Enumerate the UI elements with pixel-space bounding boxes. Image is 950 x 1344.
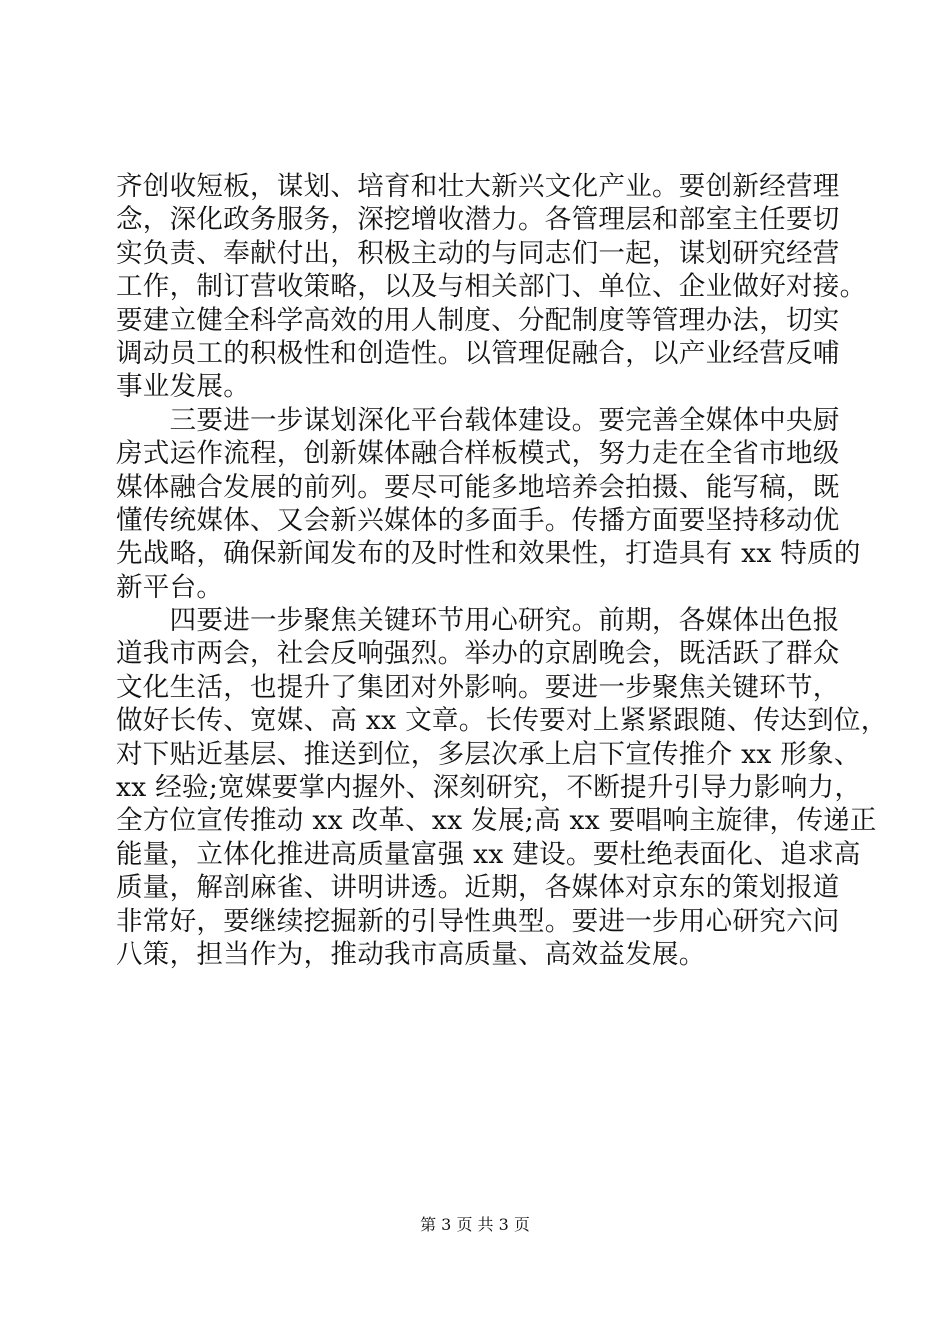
page-footer: 第 3 页 共 3 页 bbox=[420, 1215, 530, 1234]
text-line: 工作，制订营收策略，以及与相关部门、单位、企业做好对接。 bbox=[116, 271, 867, 303]
text-line: 做好长传、宽媒、高 xx 文章。长传要对上紧紧跟随、传达到位， bbox=[116, 705, 888, 737]
text-line: 事业发展。 bbox=[116, 371, 250, 403]
text-line: 念，深化政务服务，深挖增收潜力。各管理层和部室主任要切 bbox=[116, 204, 840, 236]
text-line: 实负责、奉献付出，积极主动的与同志们一起，谋划研究经营 bbox=[116, 237, 840, 269]
text-line: 能量，立体化推进高质量富强 xx 建设。要杜绝表面化、追求高 bbox=[116, 838, 861, 870]
text-line: xx 经验;宽媒要掌内握外、深刻研究，不断提升引导力影响力， bbox=[116, 772, 862, 804]
text-line: 道我市两会，社会反响强烈。举办的京剧晚会，既活跃了群众 bbox=[116, 638, 840, 670]
text-line: 齐创收短板，谋划、培育和壮大新兴文化产业。要创新经营理 bbox=[116, 171, 840, 202]
text-line: 媒体融合发展的前列。要尽可能多地培养会拍摄、能写稿，既 bbox=[116, 471, 840, 503]
text-line: 要建立健全科学高效的用人制度、分配制度等管理办法，切实 bbox=[116, 304, 840, 336]
text-line: 懂传统媒体、又会新兴媒体的多面手。传播方面要坚持移动优 bbox=[116, 504, 840, 536]
text-line: 对下贴近基层、推送到位，多层次承上启下宣传推介 xx 形象、 bbox=[116, 738, 861, 770]
text-line: 非常好，要继续挖掘新的引导性典型。要进一步用心研究六问 bbox=[116, 905, 840, 937]
text-line: 四要进一步聚焦关键环节用心研究。前期，各媒体出色报 bbox=[116, 605, 840, 637]
text-line: 调动员工的积极性和创造性。以管理促融合，以产业经营反哺 bbox=[116, 337, 840, 369]
text-line: 质量，解剖麻雀、讲明讲透。近期，各媒体对京东的策划报道 bbox=[116, 872, 840, 904]
text-line: 三要进一步谋划深化平台载体建设。要完善全媒体中央厨 bbox=[116, 404, 840, 436]
text-line: 八策，担当作为，推动我市高质量、高效益发展。 bbox=[116, 938, 706, 970]
text-line: 新平台。 bbox=[116, 571, 224, 603]
text-line: 先战略，确保新闻发布的及时性和效果性，打造具有 xx 特质的 bbox=[116, 538, 861, 570]
text-line: 文化生活，也提升了集团对外影响。要进一步聚焦关键环节， bbox=[116, 671, 840, 703]
text-line: 全方位宣传推动 xx 改革、xx 发展;高 xx 要唱响主旋律，传递正 bbox=[116, 805, 877, 837]
text-line: 房式运作流程，创新媒体融合样板模式，努力走在全省市地级 bbox=[116, 438, 840, 470]
document-body bbox=[116, 170, 888, 971]
